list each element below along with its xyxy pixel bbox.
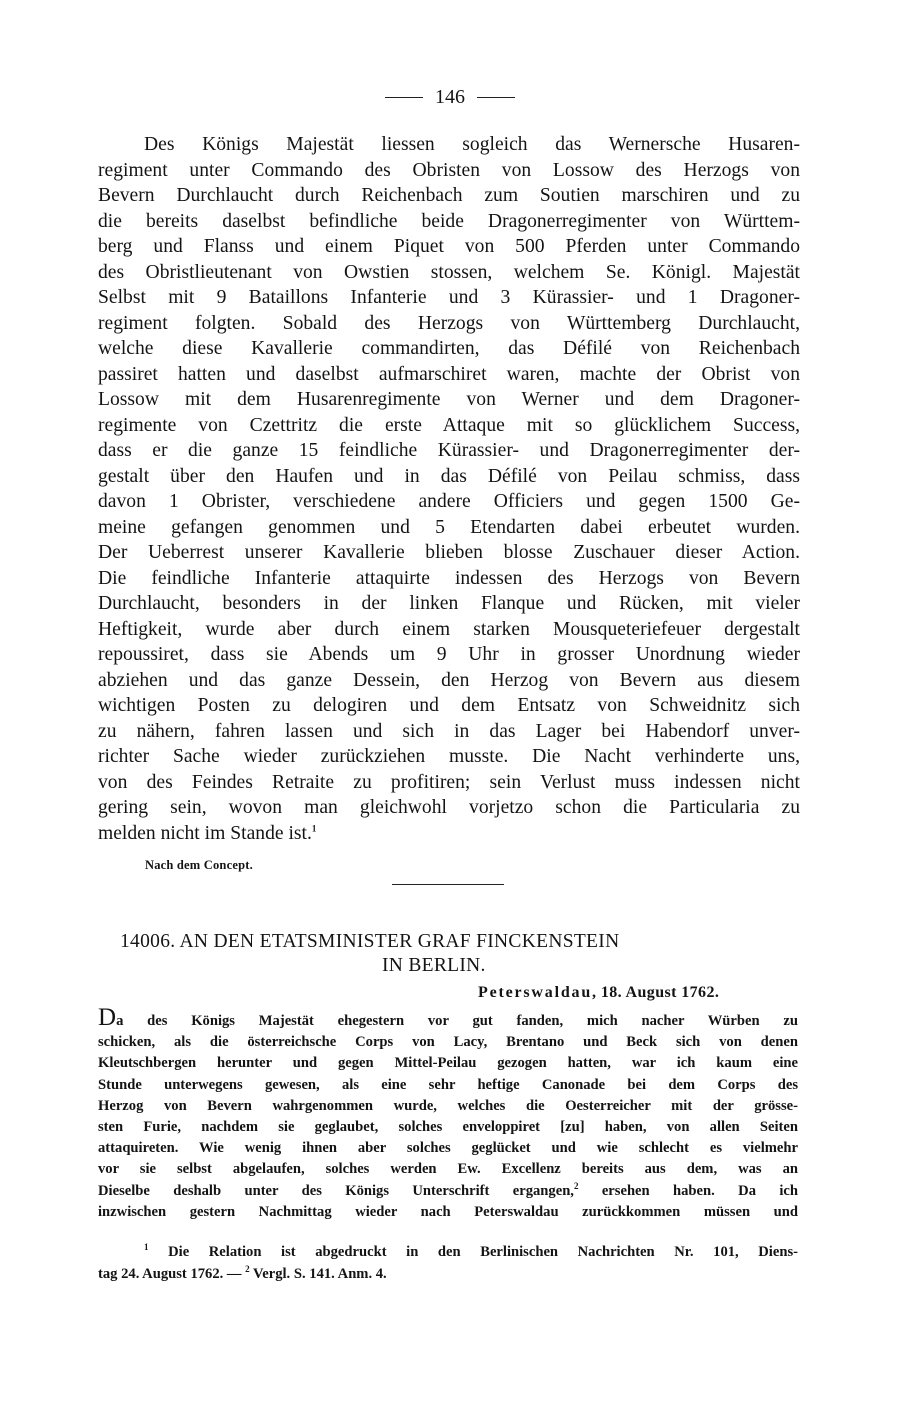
letter-line: Stunde unterwegens gewesen, als eine sehr heftige Canonade bei dem Corps des — [98, 1076, 798, 1093]
text-line: Die feindliche Infanterie attaquirte indessen des Herzogs von Bevern — [98, 567, 800, 589]
footnote-marker: 2 — [245, 1263, 250, 1274]
header-rule-right — [477, 97, 515, 98]
text-line-last — [98, 821, 800, 847]
text-line: meine gefangen genommen und 5 Etendarten dabei erbeutet wurden. — [98, 516, 800, 538]
letter-line-9-tail: ersehen haben. Da ich — [578, 1182, 798, 1199]
text-line: passiret hatten und daselbst aufmarschiret waren, machte der Obrist von — [98, 363, 800, 385]
text-line: die bereits daselbst befindliche beide Dragonerregimenter von Württem- — [98, 210, 800, 232]
letter-line: Kleutschbergen herunter und gegen Mittel-Peilau gezogen hatten, war ich kaum eine — [98, 1055, 798, 1072]
footnote-line-1 — [98, 1242, 798, 1264]
letter-line: schicken, als die österreichsche Corps von Lacy, Brentano und Beck sich von denen — [98, 1034, 798, 1051]
text-line: regimente von Czettritz die erste Attaque mit so glücklichem Success, — [98, 414, 800, 436]
letter-line-first — [98, 1004, 798, 1032]
text-line: Heftigkeit, wurde aber durch einem starken Mousqueteriefeuer dergestalt — [98, 618, 800, 640]
letter-line-first-content: a des Königs Majestät ehegestern vor gut fanden, mich nacher Würben zu — [116, 1013, 798, 1029]
text-line: regiment folgten. Sobald des Herzogs von Württemberg Durchlaucht, — [98, 312, 800, 334]
letter-place: Peterswaldau — [478, 984, 593, 1001]
text-line: Selbst mit 9 Bataillons Infanterie und 3 Kürassier- und 1 Dragoner- — [98, 287, 800, 308]
letter-date: , 18. August 1762. — [592, 984, 720, 1001]
footnote-marker: 1 — [144, 1242, 149, 1253]
text-line: Lossow mit dem Husarenregimente von Werner und dem Dragoner- — [98, 389, 800, 410]
source-note: Nach dem Concept. — [145, 858, 253, 872]
letter-heading-line-1: 14006. AN DEN ETATSMINISTER GRAF FINCKENSTEIN — [120, 931, 620, 952]
letter-dateline — [478, 984, 719, 1002]
letter-line: sten Furie, nachdem sie geglaubet, solches enveloppiret [zu] haben, von allen Seiten — [98, 1119, 798, 1136]
text-line: Des Königs Majestät liessen sogleich das Wernersche Husaren- — [144, 134, 800, 155]
main-text-block — [98, 132, 800, 846]
text-line: gestalt über den Haufen und in das Défilé von Peilau schmiss, dass — [98, 465, 800, 487]
section-separator-rule — [392, 884, 504, 885]
letter-line: vor sie selbst abgelaufen, solches werden Ew. Excellenz bereits aus dem, was an — [98, 1161, 798, 1178]
footnote-2-text: Vergl. S. 141. Anm. 4. — [249, 1265, 387, 1282]
footnote-reference: 2 — [573, 1180, 579, 1191]
footnote-line-2 — [98, 1264, 798, 1286]
text-line: repoussiret, dass sie Abends um 9 Uhr in grosser Unordnung wieder — [98, 644, 800, 665]
text-line: richter Sache wieder zurückziehen musste. Die Nacht verhinderte uns, — [98, 746, 800, 767]
text-line: gering sein, wovon man gleichwohl vorjetzo schon die Particularia zu — [98, 797, 800, 818]
text-line: welche diese Kavallerie commandirten, das Défilé von Reichenbach — [98, 338, 800, 359]
letter-heading — [120, 930, 800, 978]
letter-line-with-ref — [98, 1181, 798, 1202]
text-line: des Obristlieutenant von Owstien stossen, welchem Se. Königl. Majestät — [98, 261, 800, 283]
footnotes-block — [98, 1242, 798, 1285]
text-line: zu nähern, fahren lassen und sich in das Lager bei Habendorf unver- — [98, 720, 800, 742]
text-line: dass er die ganze 15 feindliche Kürassier- und Dragonerregimenter der- — [98, 440, 800, 461]
footnote-1-tail: tag 24. August 1762. — — [98, 1265, 246, 1282]
text-line: Der Ueberrest unserer Kavallerie blieben blosse Zuschauer dieser Action. — [98, 542, 800, 563]
letter-line: attaquireten. Wie wenig ihnen aber solches geglücket und wie schlecht es vielmehr — [98, 1140, 798, 1157]
page-number: 146 — [435, 86, 465, 108]
footnote-1-text: Die Relation ist abgedruckt in den Berlinischen Nachrichten Nr. 101, Diens- — [168, 1244, 798, 1260]
text-line: davon 1 Obrister, verschiedene andere Officiers und gegen 1500 Ge- — [98, 491, 800, 512]
text-line: wichtigen Posten zu delogiren und dem Entsatz von Schweidnitz sich — [98, 695, 800, 716]
running-header — [0, 86, 900, 109]
letter-line-9-content: Dieselbe deshalb unter des Königs Unterschrift ergangen, — [98, 1182, 574, 1199]
text-line: berg und Flanss und einem Piquet von 500 Pferden unter Commando — [98, 236, 800, 257]
header-rule-left — [385, 97, 423, 98]
text-line: abziehen und das ganze Dessein, den Herzog von Bevern aus diesem — [98, 669, 800, 691]
text-line: Bevern Durchlaucht durch Reichenbach zum Soutien marschiren und zu — [98, 185, 800, 206]
letter-line: inzwischen gestern Nachmittag wieder nach Peterswaldau zurückkommen müssen und — [98, 1203, 798, 1220]
letter-body — [98, 1004, 798, 1223]
letter-line: Herzog von Bevern wahrgenommen wurde, welches die Oesterreicher mit der grösse- — [98, 1097, 798, 1114]
footnote-reference: 1 — [311, 822, 317, 833]
letter-heading-line-2: IN BERLIN. — [382, 955, 486, 976]
text-line: regiment unter Commando des Obristen von Lossow des Herzogs von — [98, 159, 800, 181]
text-line: von des Feindes Retraite zu profitiren; sein Verlust muss indessen nicht — [98, 771, 800, 793]
text-line: Durchlaucht, besonders in der linken Flanque und Rücken, mit vieler — [98, 593, 800, 614]
text-line-last-content: melden nicht im Stande ist. — [98, 822, 312, 844]
drop-cap: D — [98, 1004, 117, 1031]
